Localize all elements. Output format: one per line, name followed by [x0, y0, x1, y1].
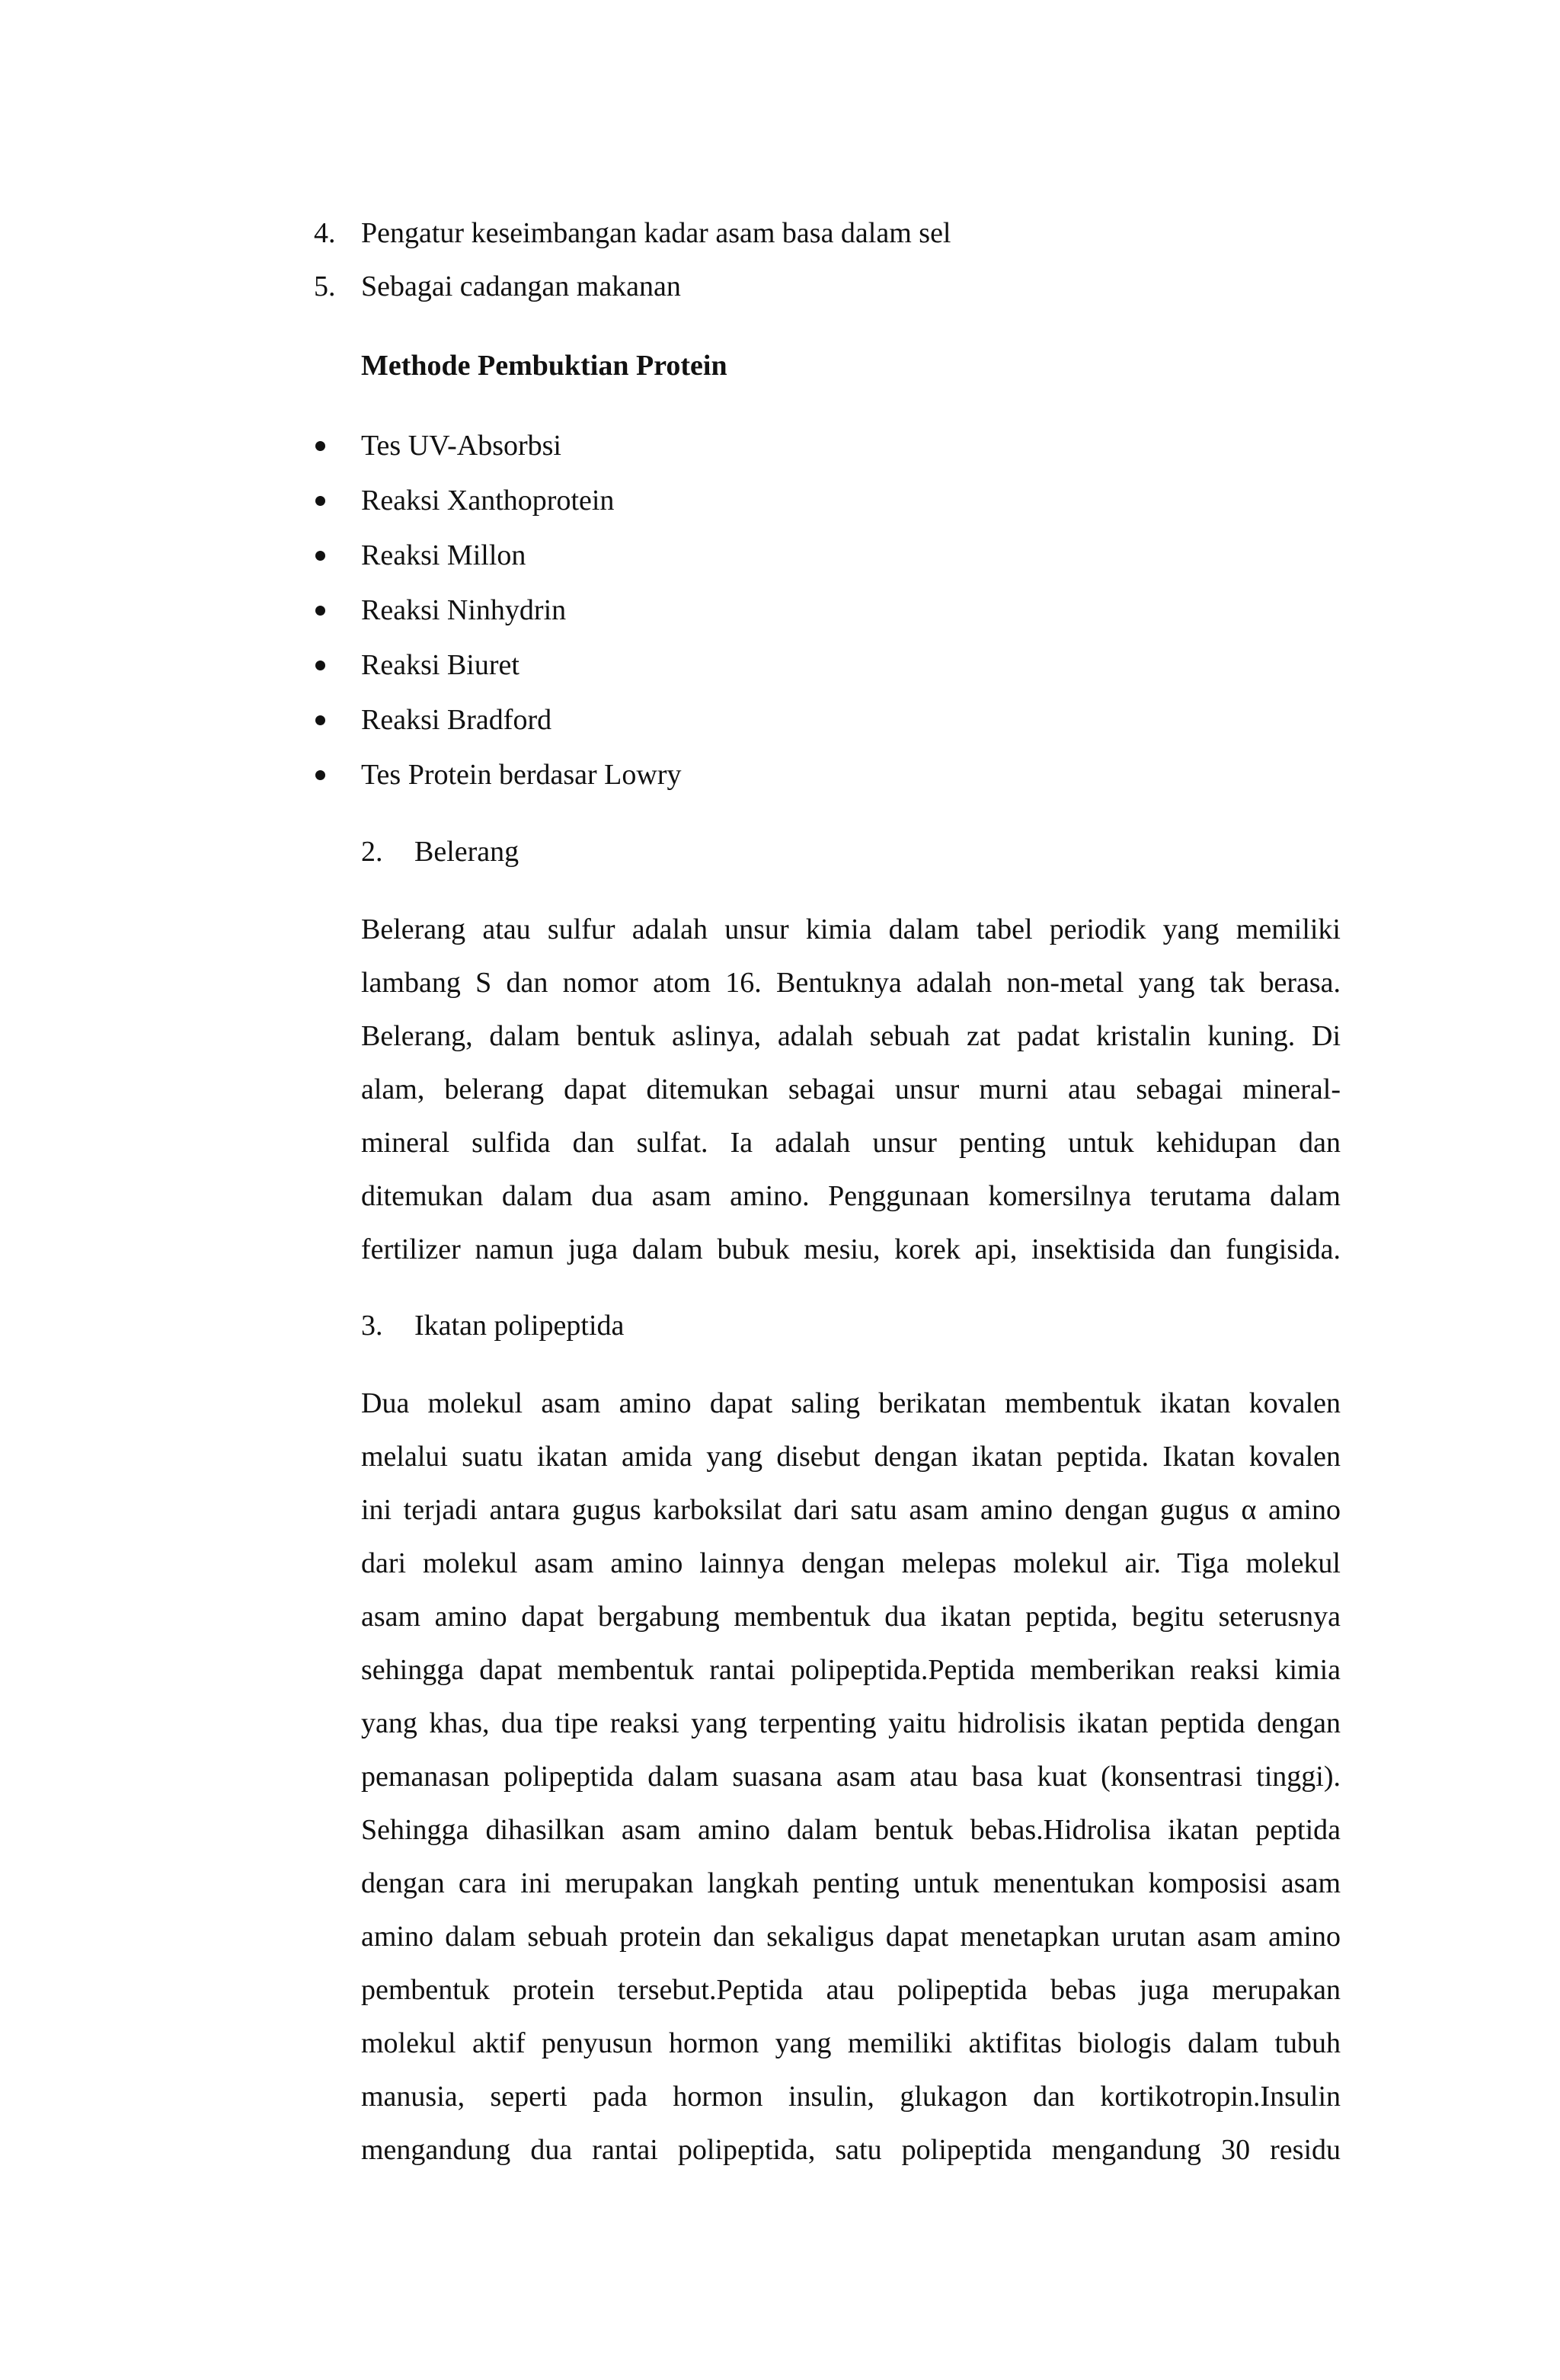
- paragraph-line: amino dalam sebuah protein dan sekaligus dapat menetapkan urutan asam amino: [361, 1921, 1341, 1953]
- paragraph-line: ini terjadi antara gugus karboksilat dari satu asam amino dengan gugus α amino: [361, 1494, 1341, 1526]
- bullet-icon: [315, 551, 325, 561]
- list-number: 5.: [314, 270, 336, 302]
- paragraph-line: molekul aktif penyusun hormon yang memiliki aktifitas biologis dalam tubuh: [361, 2027, 1341, 2059]
- paragraph-line: alam, belerang dapat ditemukan sebagai unsur murni atau sebagai mineral-: [361, 1073, 1341, 1105]
- bullet-icon: [315, 441, 325, 451]
- paragraph-line: mineral sulfida dan sulfat. Ia adalah unsur penting untuk kehidupan dan: [361, 1127, 1341, 1159]
- section-title: Belerang: [414, 836, 519, 868]
- paragraph-line: lambang S dan nomor atom 16. Bentuknya adalah non-metal yang tak berasa.: [361, 967, 1341, 999]
- section-heading: Methode Pembuktian Protein: [361, 350, 727, 382]
- list-item-text: Pengatur keseimbangan kadar asam basa dalam sel: [361, 217, 951, 249]
- bullet-icon: [315, 770, 325, 780]
- section-number: 2.: [361, 836, 383, 868]
- bullet-item: Reaksi Biuret: [361, 649, 519, 681]
- bullet-item: Tes UV-Absorbsi: [361, 430, 561, 462]
- paragraph-line: fertilizer namun juga dalam bubuk mesiu, korek api, insektisida dan fungisida.: [361, 1233, 1341, 1265]
- bullet-item: Reaksi Bradford: [361, 704, 552, 736]
- section-title: Ikatan polipeptida: [414, 1310, 625, 1342]
- paragraph-line: ditemukan dalam dua asam amino. Penggunaan komersilnya terutama dalam: [361, 1180, 1341, 1212]
- bullet-icon: [315, 606, 325, 616]
- paragraph-line: dengan cara ini merupakan langkah penting untuk menentukan komposisi asam: [361, 1867, 1341, 1899]
- bullet-item: Reaksi Xanthoprotein: [361, 485, 615, 517]
- paragraph-line: Belerang, dalam bentuk aslinya, adalah sebuah zat padat kristalin kuning. Di: [361, 1020, 1341, 1052]
- paragraph-line: sehingga dapat membentuk rantai polipeptida.Peptida memberikan reaksi kimia: [361, 1654, 1341, 1686]
- section-number: 3.: [361, 1310, 383, 1342]
- paragraph-line: melalui suatu ikatan amida yang disebut dengan ikatan peptida. Ikatan kovalen: [361, 1441, 1341, 1473]
- paragraph-line: Belerang atau sulfur adalah unsur kimia dalam tabel periodik yang memiliki: [361, 913, 1341, 945]
- paragraph-line: dari molekul asam amino lainnya dengan melepas molekul air. Tiga molekul: [361, 1547, 1341, 1579]
- list-item-text: Sebagai cadangan makanan: [361, 270, 681, 302]
- bullet-item: Reaksi Ninhydrin: [361, 594, 567, 626]
- paragraph-line: asam amino dapat bergabung membentuk dua ikatan peptida, begitu seterusnya: [361, 1601, 1341, 1633]
- paragraph-line: Sehingga dihasilkan asam amino dalam bentuk bebas.Hidrolisa ikatan peptida: [361, 1814, 1341, 1846]
- bullet-item: Tes Protein berdasar Lowry: [361, 759, 682, 791]
- paragraph-line: pembentuk protein tersebut.Peptida atau polipeptida bebas juga merupakan: [361, 1974, 1341, 2006]
- list-number: 4.: [314, 217, 336, 249]
- paragraph-line: mengandung dua rantai polipeptida, satu polipeptida mengandung 30 residu: [361, 2134, 1341, 2166]
- paragraph-line: pemanasan polipeptida dalam suasana asam atau basa kuat (konsentrasi tinggi).: [361, 1761, 1341, 1793]
- paragraph-line: manusia, seperti pada hormon insulin, glukagon dan kortikotropin.Insulin: [361, 2081, 1341, 2113]
- bullet-item: Reaksi Millon: [361, 539, 526, 571]
- paragraph-line: Dua molekul asam amino dapat saling berikatan membentuk ikatan kovalen: [361, 1387, 1341, 1419]
- bullet-icon: [315, 715, 325, 725]
- bullet-icon: [315, 661, 325, 670]
- bullet-icon: [315, 496, 325, 506]
- paragraph-line: yang khas, dua tipe reaksi yang terpenting yaitu hidrolisis ikatan peptida dengan: [361, 1707, 1341, 1739]
